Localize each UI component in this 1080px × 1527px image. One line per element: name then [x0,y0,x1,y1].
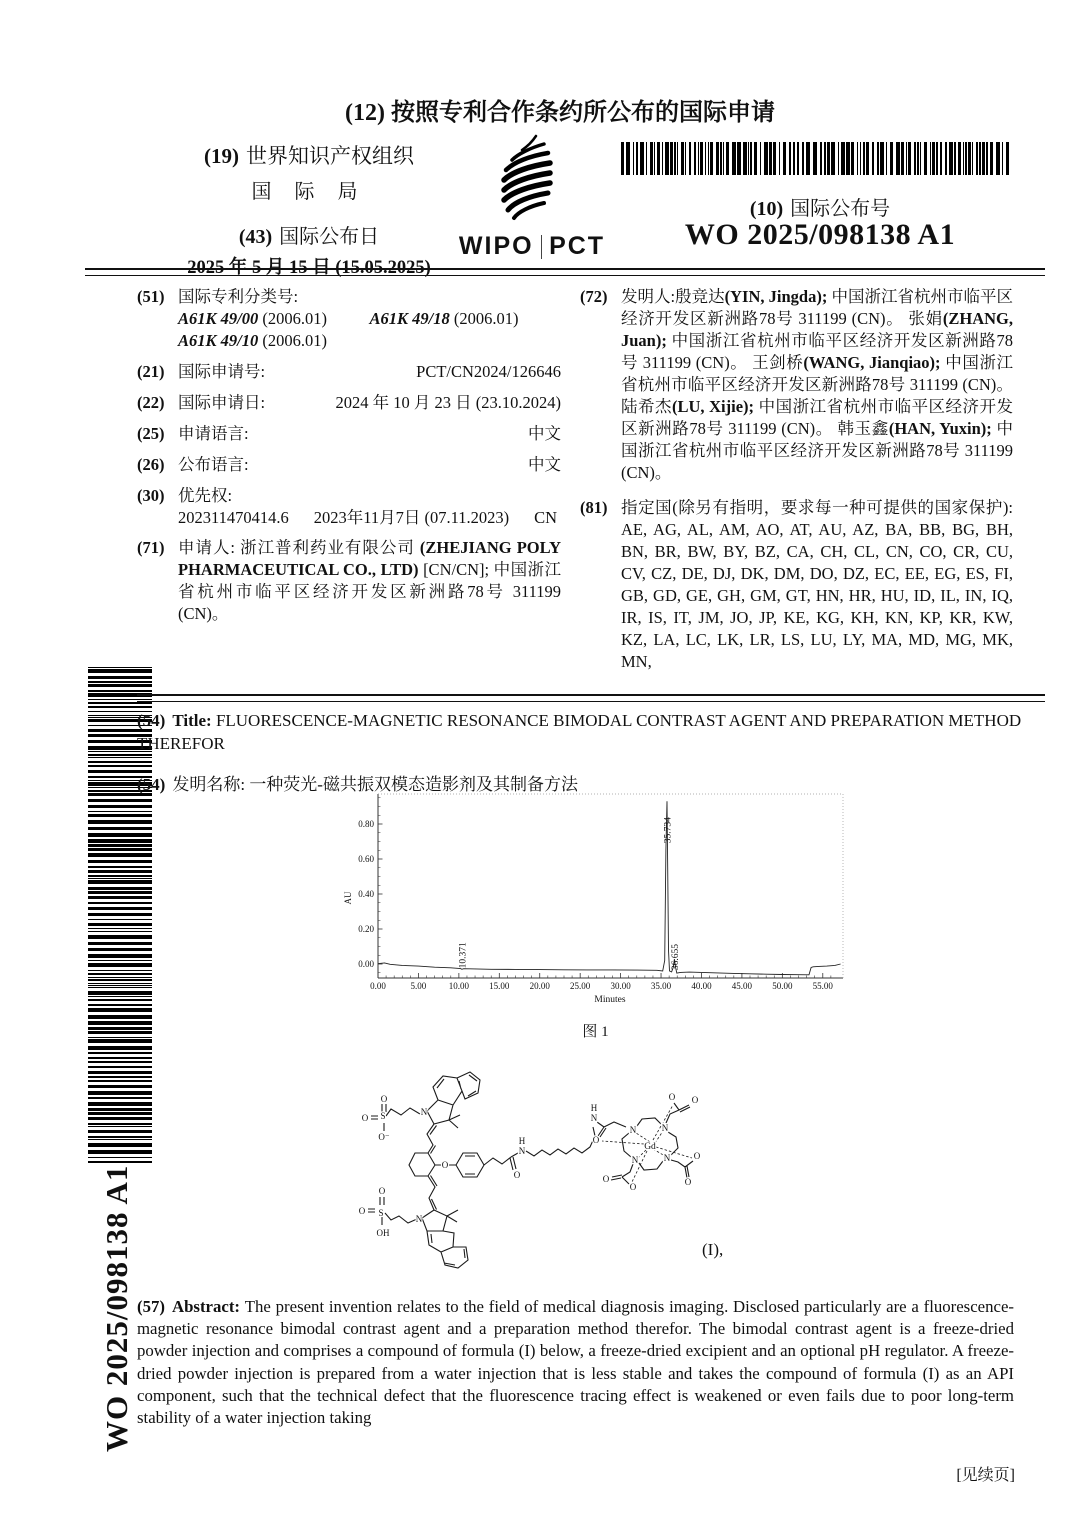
o-minus-atom-label: O⁻ [378,1132,390,1142]
o-atom-label: O [668,1092,676,1102]
wipo-text: WIPO [458,232,534,260]
inventor-address: 中国浙江省杭州市临平区经济开发区新洲路78号 311199 (CN)。 [621,418,1014,482]
ipc-code: A61K 49/10 [178,330,259,350]
o-atom-label: O [358,1206,366,1216]
pct-text: PCT [549,232,606,260]
field-72-number: (72) [580,287,608,306]
svg-text:35.734: 35.734 [663,817,674,844]
bureau-name: 国 际 局 [251,181,367,203]
s-atom-label: S [378,1208,384,1218]
application-number-value: PCT/CN2024/126646 [416,361,561,381]
svg-text:0.20: 0.20 [358,924,374,934]
oh-atom-label: OH [376,1228,390,1238]
svg-text:25.00: 25.00 [570,981,591,991]
pub-number: WO 2025/098138 A1 [684,218,956,251]
wipo-pct-wordmark [452,232,612,261]
h-atom-label: H [590,1103,598,1113]
gd-atom-label: Gd [644,1142,656,1152]
applicant-address: [CN/CN]; 中国浙江省杭州市临平区经济开发区新洲路78号 311199 (CN)。 [178,560,561,624]
pub-date-label-text: 国际公布日 [279,226,380,248]
n-atom-label: N [663,1153,671,1163]
o-atom-label: O [441,1160,449,1170]
filing-language-label: 申请语言: [178,423,249,443]
svg-text:0.60: 0.60 [358,854,374,864]
ipc-code: A61K 49/00 [178,308,259,328]
inventors-label: 发明人: [621,287,676,306]
org-name-text: 世界知识产权组织 [246,144,414,168]
o-atom-label: O [602,1174,610,1184]
svg-text:15.00: 15.00 [489,981,510,991]
formula-label: (I), [702,1240,724,1259]
priority-app-number: 202311470414.6 [178,507,289,527]
chromatogram-chart [338,786,853,1008]
continuation-note: [见续页] [956,1467,1015,1484]
inventor-name-en: (LU, Xijie); [671,396,759,416]
h-atom-label: H [518,1136,526,1146]
svg-text:40.00: 40.00 [691,981,712,991]
field-19-number: (19) [204,144,239,168]
field-30-priority [137,485,561,529]
n-atom-label: N [661,1123,669,1133]
wipo-swirl-icon [472,133,592,225]
pub-date-label [168,220,450,249]
applicant-name-cn: 浙江普利药业有限公司 [240,538,420,558]
inventor-address: 中国浙江省杭州市临平区经济开发区新洲路78号 311199 (CN)。 [621,396,1014,438]
header-divider-rule [85,268,1045,276]
svg-text:0.00: 0.00 [358,959,374,969]
designated-states-label: 指定国(除另有指明，要求每一种可提供的国家保护): [621,498,1013,518]
field-22-number: (22) [137,392,165,412]
ipc-row-2 [178,330,561,352]
inventor-name-en: (ZHANG, Juan); [621,308,1014,350]
o-atom-label: O [684,1177,692,1187]
field-71-number: (71) [137,538,165,558]
svg-text:30.00: 30.00 [610,981,631,991]
ipc-code: A61K 49/18 [369,308,450,328]
svg-text:0.80: 0.80 [358,819,374,829]
svg-text:35.00: 35.00 [650,981,672,991]
field-54-number: (54) [137,711,166,730]
ipc-version: (2006.01) [262,330,327,350]
field-25-filing-language [137,423,561,445]
svg-text:36.655: 36.655 [670,944,681,971]
svg-text:0.40: 0.40 [358,889,374,899]
header-left-block [168,140,450,279]
molecule-bonds [368,1072,693,1268]
n-atom-label: N [590,1113,598,1123]
ipc-version: (2006.01) [453,308,519,328]
title-cn-text: 一种荧光-磁共振双模态造影剂及其制备方法 [249,775,578,794]
inventor-name-cn: 殷竞达 [675,287,725,306]
svg-text:50.00: 50.00 [772,981,793,991]
priority-country: CN [534,507,557,527]
field-72-inventors [580,286,1013,483]
title-cn-label: 发明名称: [172,775,250,794]
s-atom-label: S [380,1111,386,1121]
ipc-row-1 [178,308,561,330]
inventor-name-en: (YIN, Jingda); [724,287,832,306]
top-barcode [620,142,1012,175]
abstract-text: The present invention relates to the field of medical diagnosis imaging. Disclosed particularly are a fluorescence-magnetic resonance bimodal contrast agent and a preparation method therefor. The bimodal contrast agent is a freeze-dried powder injection and comprises a compound of formula (I) below, a freeze-dried excipient and an optional pH regulator. A freeze-dried powder injection is prepared from a water injection that is less stable and takes the compound of formula (I) as an API component, such that the technical defect that the fluorescence tracing effect is weakened or even fails due to poor long-term stability of a water injection taking [137,1297,1014,1427]
publication-language-value: 中文 [528,454,561,474]
inventor-address: 中国浙江省杭州市临平区经济开发区新洲路78号 311199 (CN)。 [621,352,1014,394]
abstract-label: Abstract: [171,1297,245,1316]
field-21-number: (21) [137,361,165,381]
priority-label: 优先权: [178,485,233,505]
priority-line [178,507,561,529]
svg-text:10.371: 10.371 [458,942,469,969]
field-43-number: (43) [238,226,273,248]
svg-text:45.00: 45.00 [731,981,753,991]
field-25-number: (25) [137,423,165,443]
applicant-name-en: (ZHEJIANG POLY PHARMACEUTICAL CO., LTD) [178,538,562,580]
filing-language-value: 中文 [528,423,561,443]
abstract [137,1296,1014,1429]
wordmark-separator [541,235,543,259]
svg-text:AU: AU [343,891,353,905]
org-name [168,140,450,170]
field-51-number: (51) [137,287,165,306]
inventor-name-en: (WANG, Jianqiao); [803,352,946,372]
title-english [137,710,1045,756]
application-number-label: 国际申请号: [178,361,266,381]
svg-text:5.00: 5.00 [410,981,427,991]
ipc-version: (2006.01) [262,308,327,328]
o-atom-label: O [513,1170,521,1180]
field-54-number-cn: (54) [137,775,166,794]
inventor-name-cn: 张娟 [908,308,943,328]
n-atom-label: N [415,1214,423,1224]
field-81-number: (81) [580,498,608,518]
wipo-logo-block [452,133,612,261]
figure-caption: 图 1 [582,1024,609,1040]
o-atom-label: O [691,1095,699,1105]
title-divider-rule [137,694,1045,702]
field-26-number: (26) [137,454,165,474]
field-81-designated-states [580,497,1013,673]
pub-number-label-text: 国际公布号 [790,198,891,220]
field-22-filing-date [137,392,561,414]
pub-date: 2025 年 5 月 15 日 (15.05.2025) [187,258,431,278]
o-atom-label: O [380,1094,388,1104]
filing-date-label: 国际申请日: [178,392,266,412]
svg-text:55.00: 55.00 [812,981,833,991]
pub-number-label [640,192,1000,221]
svg-text:0.00: 0.00 [370,981,386,991]
inventor-name-cn: 王剑桥 [752,352,804,372]
inventor-address: 中国浙江省杭州市临平区经济开发区新洲路78号 311199 (CN)。 [621,287,1014,328]
title-en-text: FLUORESCENCE-MAGNETIC RESONANCE BIMODAL CONTRAST AGENT AND PREPARATION METHOD THEREFOR [137,711,1022,753]
svg-text:20.00: 20.00 [529,981,550,991]
side-pub-number-vertical: WO 2025/098138 A1 [99,1164,134,1452]
o-atom-label: O [378,1186,386,1196]
o-atom-label: O [629,1182,637,1192]
n-atom-label: N [420,1107,428,1117]
field-71-applicant [137,537,561,625]
priority-date: 2023年11月7日 (07.11.2023) [313,507,510,527]
inventor-name-en: (HAN, Yuxin); [888,418,997,438]
biblio-left-column [137,286,561,634]
o-atom-label: O [361,1113,369,1123]
inventor-name-cn: 陆希杰 [621,396,672,416]
o-atom-label: O [693,1151,701,1161]
n-atom-label: N [629,1125,637,1135]
field-51-ipc [137,286,561,352]
svg-text:10.00: 10.00 [448,981,469,991]
designated-states-list: AE, AG, AL, AM, AO, AT, AU, AZ, BA, BB, BG, BH, BN, BR, BW, BY, BZ, CA, CH, CL, CN, CO, CR, CU, CV, CZ, DE, DJ, DK, DM, DO, DZ, EC, EE, EG, ES, FI, GB, GD, GE, GH, GM, GT, HN, HR, HU, ID, IL, IN, IQ, IR, IS, IT, JM, JO, JP, KE, KG, KH, KN, KP, KR, KW, KZ, LA, LC, LK, LR, LS, LU, LY, MA, MD, MG, MK, MN, [621,520,1013,671]
n-atom-label: N [518,1146,526,1156]
field-30-number: (30) [137,485,165,505]
o-atom-label: O [592,1135,600,1145]
molecule-atom-labels [359,1092,701,1238]
field-26-publication-language [137,454,561,476]
field-57-number: (57) [137,1297,165,1316]
n-atom-label: N [631,1155,639,1165]
inventor-address: 中国浙江省杭州市临平区经济开发区新洲路78号 311199 (CN)。 [621,330,1014,372]
field-21-application-number [137,361,561,383]
svg-text:Minutes: Minutes [594,995,626,1005]
field-10-number: (10) [749,198,784,220]
doc-kind-line: (12) 按照专利合作条约所公布的国际申请 [345,100,775,126]
filing-date-value: 2024 年 10 月 23 日 (23.10.2024) [335,392,561,412]
ipc-label: 国际专利分类号: [178,287,299,306]
biblio-right-column [580,286,1013,682]
publication-language-label: 公布语言: [178,454,249,474]
applicant-label: 申请人: [178,538,235,558]
title-en-label: Title: [172,711,216,730]
inventor-name-cn: 韩玉鑫 [837,418,889,438]
